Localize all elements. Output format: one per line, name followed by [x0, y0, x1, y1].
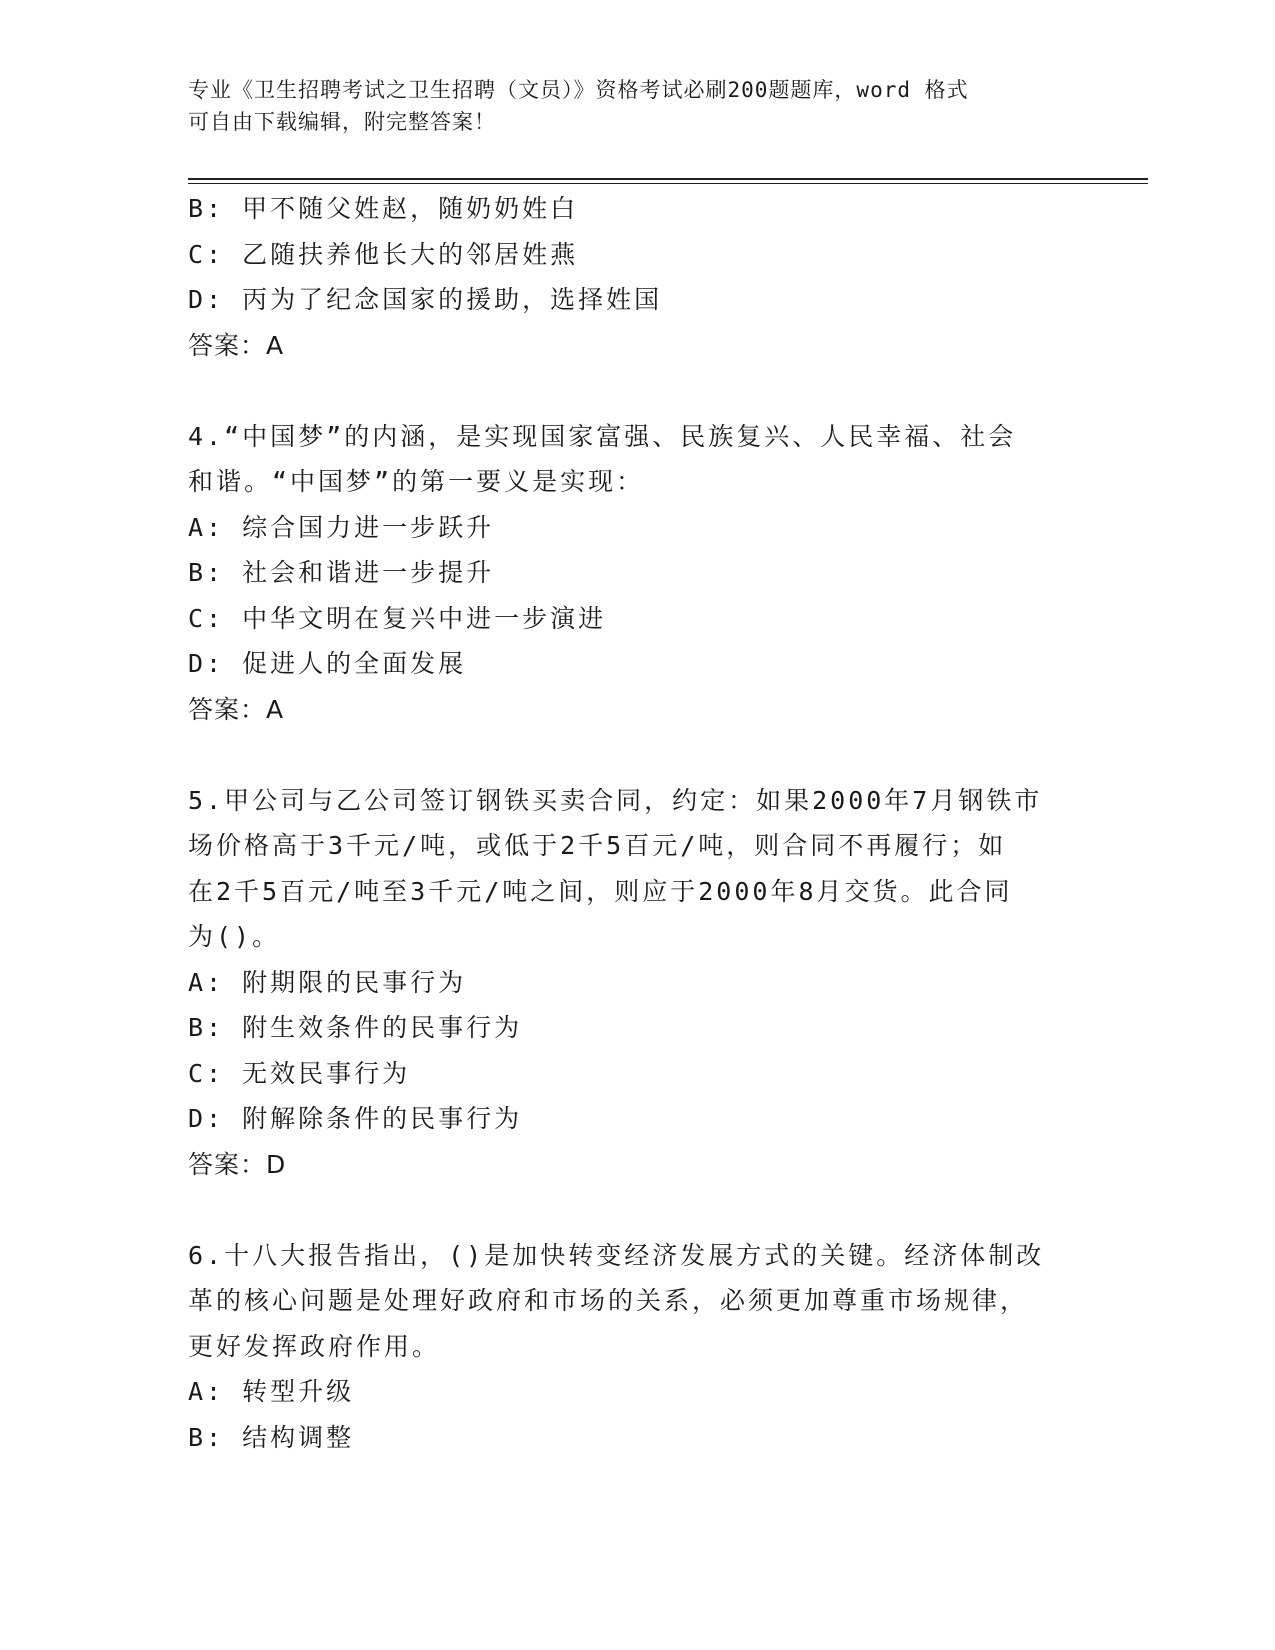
q5-option-c: C: 无效民事行为: [188, 1058, 411, 1088]
q5-answer: 答案：D: [188, 1149, 287, 1179]
q5-stem-line-1: 5.甲公司与乙公司签订钢铁买卖合同，约定：如果2000年7月钢铁市: [188, 785, 1043, 815]
q4-stem-line-2: 和谐。“中国梦”的第一要义是实现：: [188, 467, 645, 496]
question-content: [188, 186, 1088, 1460]
document-header: [188, 74, 1068, 138]
question-6-block: [188, 1233, 1088, 1461]
header-line-2: 可自由下载编辑，附完整答案！: [188, 110, 496, 134]
question-3-block: [188, 186, 1088, 368]
q6-stem-line-1: 6.十八大报告指出，()是加快转变经济发展方式的关键。经济体制改: [188, 1240, 1045, 1270]
q5-option-b: B: 附生效条件的民事行为: [188, 1013, 523, 1042]
q5-option-a: A: 附期限的民事行为: [188, 967, 467, 997]
question-4-block: [188, 414, 1088, 733]
spacer: [188, 368, 1088, 414]
q6-stem-line-2: 革的核心问题是处理好政府和市场的关系，必须更加尊重市场规律，: [188, 1286, 1029, 1315]
q5-stem-line-4: 为()。: [188, 922, 281, 951]
q5-stem-line-3: 在2千5百元/吨至3千元/吨之间，则应于2000年8月交货。此合同: [188, 876, 1013, 906]
q6-stem-line-3: 更好发挥政府作用。: [188, 1331, 441, 1361]
q4-answer: 答案：A: [188, 694, 285, 724]
q5-option-d: D: 附解除条件的民事行为: [188, 1104, 523, 1133]
q3-option-c: C: 乙随扶养他长大的邻居姓燕: [188, 239, 579, 269]
spacer: [188, 732, 1088, 778]
question-5-block: [188, 778, 1088, 1188]
q3-answer: 答案：A: [188, 330, 285, 360]
q4-option-a: A: 综合国力进一步跃升: [188, 512, 495, 542]
header-rule-thin: [188, 183, 1148, 184]
header-rule-thick: [188, 178, 1148, 180]
spacer: [188, 1187, 1088, 1233]
q5-stem-line-2: 场价格高于3千元/吨，或低于2千5百元/吨，则合同不再履行；如: [188, 831, 1007, 860]
header-line-1: 专业《卫生招聘考试之卫生招聘（文员）》资格考试必刷200题题库，word 格式: [188, 78, 969, 102]
q4-option-b: B: 社会和谐进一步提升: [188, 558, 495, 587]
q6-option-a: A: 转型升级: [188, 1377, 355, 1406]
q3-option-d: D: 丙为了纪念国家的援助，选择姓国: [188, 285, 663, 314]
q4-stem-line-1: 4.“中国梦”的内涵，是实现国家富强、民族复兴、人民幸福、社会: [188, 421, 1017, 451]
q4-option-d: D: 促进人的全面发展: [188, 649, 467, 678]
q3-option-b: B: 甲不随父姓赵，随奶奶姓白: [188, 194, 579, 223]
q6-option-b: B: 结构调整: [188, 1422, 355, 1452]
q4-option-c: C: 中华文明在复兴中进一步演进: [188, 603, 607, 633]
